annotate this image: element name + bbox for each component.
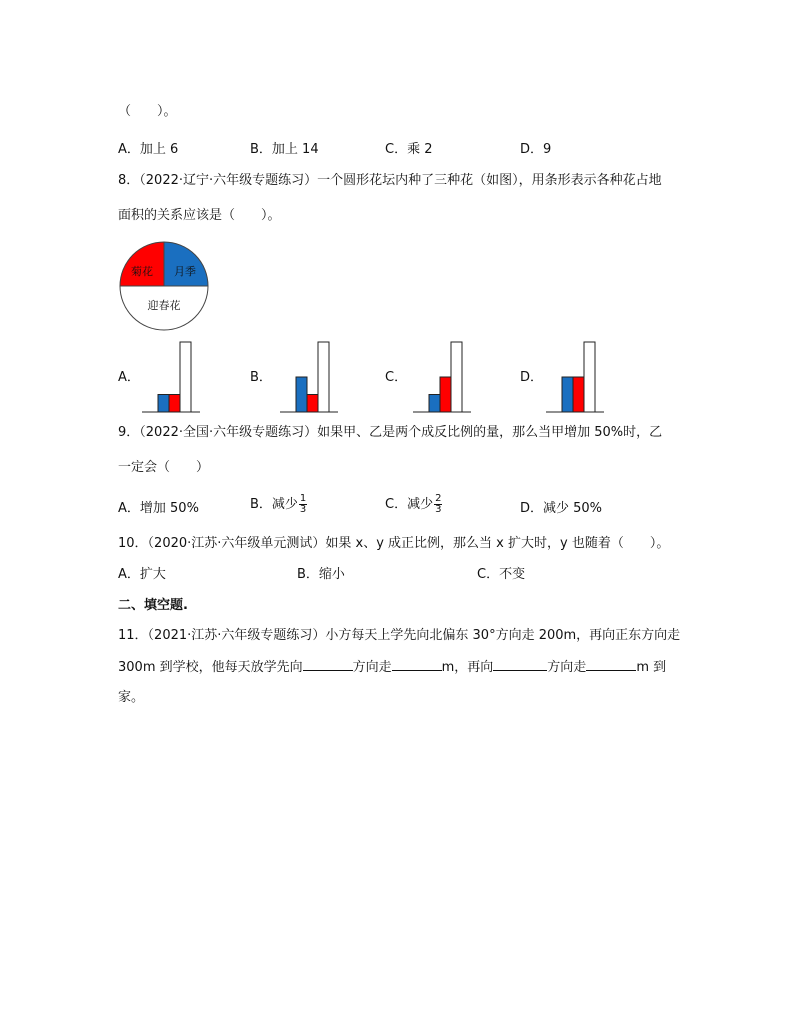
q7-option-c: C．乘 2 <box>385 142 433 157</box>
bar-2 <box>169 395 180 413</box>
q10-option-a: A．扩大 <box>118 567 166 582</box>
q8-option-c-bars <box>413 338 471 414</box>
q7-stem-tail: （ ）。 <box>118 104 177 119</box>
q9-option-c-label: C．减少 <box>385 497 434 512</box>
q11-stem-line3: 家。 <box>118 690 145 705</box>
q11-stem-line2 <box>118 658 666 677</box>
q11-seg-e: m 到 <box>636 660 667 675</box>
answer-blank-distance-1[interactable] <box>392 658 442 671</box>
q8-option-a-label: A． <box>118 370 140 385</box>
bar-1 <box>562 377 573 412</box>
q10-stem: 10．（2020·江苏·六年级单元测试）如果 x、y 成正比例，那么当 x 扩大时，y 也随着（ ）。 <box>118 536 670 551</box>
q8-option-b-bars <box>280 338 338 414</box>
q8-option-d-bars <box>546 338 604 414</box>
bar-1 <box>429 395 440 413</box>
bar-2 <box>307 395 318 413</box>
fraction-denominator: 3 <box>299 504 307 515</box>
answer-blank-direction-1[interactable] <box>303 658 353 671</box>
q9-option-c-fraction <box>434 494 442 515</box>
q9-stem-line2: 一定会（ ） <box>118 460 210 475</box>
q9-option-b-fraction <box>299 494 307 515</box>
q9-option-d: D．减少 50% <box>520 501 603 516</box>
q9-option-b-label: B．减少 <box>250 497 298 512</box>
answer-blank-distance-2[interactable] <box>586 658 636 671</box>
pie-label-yingchunhua: 迎春花 <box>147 299 181 312</box>
bar-3 <box>180 342 191 412</box>
pie-slice-yueji <box>164 242 208 286</box>
flower-bed-pie-chart <box>118 240 210 332</box>
q7-option-d: D．9 <box>520 142 552 157</box>
q9-option-a: A．增加 50% <box>118 501 199 516</box>
q8-option-b-label: B． <box>250 370 272 385</box>
bar-3 <box>318 342 329 412</box>
fraction-numerator: 2 <box>435 493 442 504</box>
q11-stem-line1: 11．（2021·江苏·六年级专题练习）小方每天上学先向北偏东 30°方向走 200m，再向正东方向走 <box>118 628 681 643</box>
q9-option-b <box>250 494 307 515</box>
bar-2 <box>440 377 451 412</box>
section-heading-fill-in: 二、填空题. <box>118 598 188 613</box>
fraction-denominator: 3 <box>435 504 442 515</box>
q7-option-b: B．加上 14 <box>250 142 319 157</box>
bar-3 <box>451 342 462 412</box>
bar-1 <box>158 395 169 413</box>
q9-stem-line1: 9．（2022·全国·六年级专题练习）如果甲、乙是两个成反比例的量，那么当甲增加 50%时，乙 <box>118 425 663 440</box>
q9-option-c <box>385 494 442 515</box>
q11-seg-d: 方向走 <box>547 660 587 675</box>
bar-1 <box>296 377 307 412</box>
q7-option-a: A．加上 6 <box>118 142 179 157</box>
q8-stem-line2: 面积的关系应该是（ ）。 <box>118 208 281 223</box>
fraction-numerator: 1 <box>299 493 307 504</box>
q8-option-c-label: C． <box>385 370 408 385</box>
q8-stem-line1: 8．（2022·辽宁·六年级专题练习）一个圆形花坛内种了三种花（如图），用条形表示各种花占地 <box>118 173 662 188</box>
q11-seg-b: 方向走 <box>352 660 392 675</box>
pie-slice-juhua <box>120 242 164 286</box>
bar-3 <box>584 342 595 412</box>
q10-option-c: C．不变 <box>477 567 526 582</box>
answer-blank-direction-2[interactable] <box>493 658 547 671</box>
q8-option-a-bars <box>142 338 200 414</box>
pie-label-yueji: 月季 <box>174 265 196 278</box>
q8-option-d-label: D． <box>520 370 544 385</box>
q11-seg-a: 300m 到学校，他每天放学先向 <box>118 660 303 675</box>
q11-seg-c: m，再向 <box>441 660 494 675</box>
pie-label-juhua: 菊花 <box>131 265 153 278</box>
bar-2 <box>573 377 584 412</box>
q10-option-b: B．缩小 <box>297 567 345 582</box>
